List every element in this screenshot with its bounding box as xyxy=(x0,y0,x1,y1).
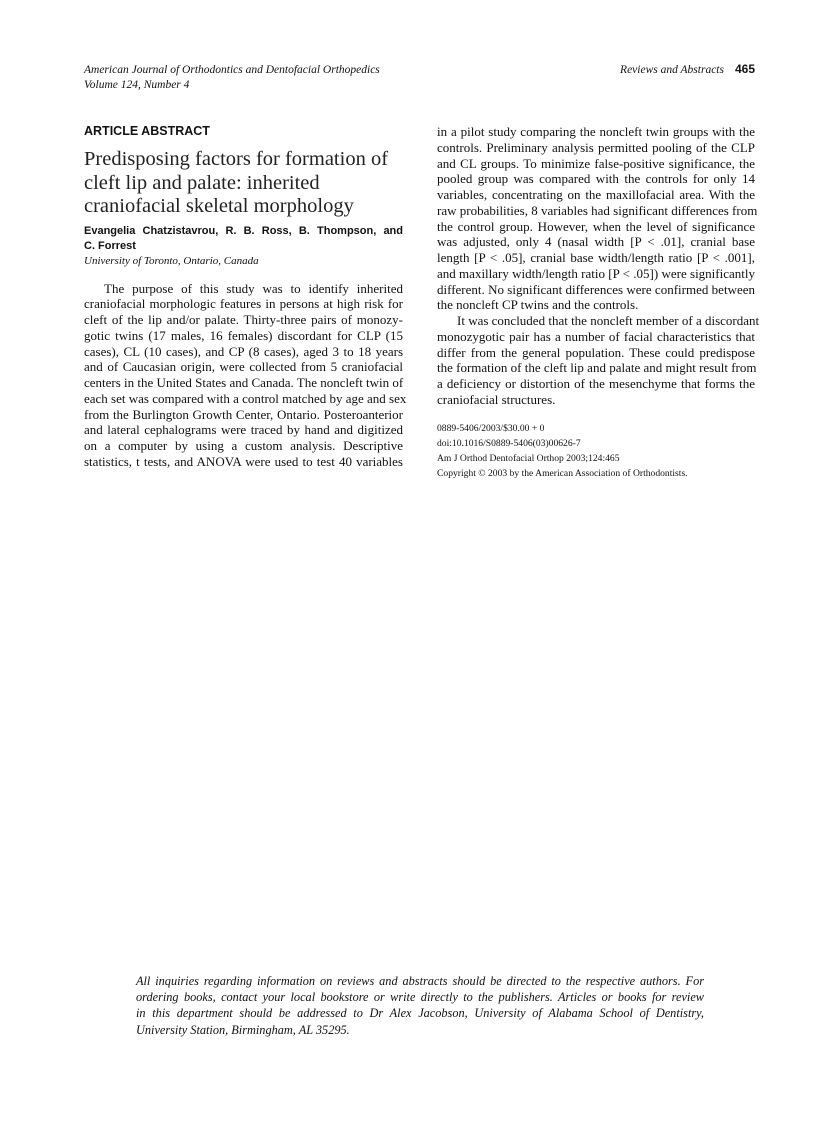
text-line: the control group. However, when the level of significance xyxy=(437,218,755,234)
text-line: monozygotic pair has a number of facial characteristics that xyxy=(437,328,755,344)
footer-note xyxy=(136,973,704,1038)
author-line: Evangelia Chatzistavrou, R. B. Ross, B. Thompson, and xyxy=(84,224,403,237)
text-line: cleft of the lip and/or palate. Thirty-three pairs of monozy- xyxy=(84,312,403,327)
title-line: Predisposing factors for formation of xyxy=(84,148,389,170)
text-line: cases), CL (10 cases), and CP (8 cases), aged 3 to 18 years xyxy=(84,343,403,359)
title-line: cleft lip and palate: inherited xyxy=(84,171,320,194)
text-line: ordering books, contact your local bookstore or write directly to the publishers. Articles or books for review xyxy=(136,990,704,1005)
text-line: the noncleft CP twins and the controls. xyxy=(437,297,639,313)
doi: doi:10.1016/S0889-5406(03)00626-7 xyxy=(437,437,581,449)
text-line: the formation of the cleft lip and palate and might result from xyxy=(437,360,757,376)
text-line: variables, concentrating on the maxillofacial area. With the xyxy=(437,187,755,202)
text-line: University Station, Birmingham, AL 35295. xyxy=(136,1022,350,1037)
text-line: pooled group was compared with the controls for only 14 xyxy=(437,171,755,187)
text-line: craniofacial morphologic features in persons at high risk for xyxy=(84,296,403,312)
abstract-paragraph-1 xyxy=(84,280,407,470)
text-line: in a pilot study comparing the noncleft twin groups with the xyxy=(437,124,755,139)
text-line: on a computer by using a custom analysis. Descriptive xyxy=(84,438,403,453)
right-column xyxy=(437,124,760,481)
text-line: and maxillary width/length ratio [P < .05]) were significantly xyxy=(437,265,755,281)
section-label: ARTICLE ABSTRACT xyxy=(84,124,210,138)
text-line: was adjusted, only 4 (nasal width [P < .01], cranial base xyxy=(437,234,755,250)
text-line: centers in the United States and Canada. The noncleft twin of xyxy=(84,375,404,390)
text-line: and of Caucasian origin, were collected from 5 craniofacial xyxy=(84,359,403,375)
text-line: in this department should be addressed to Dr Alex Jacobson, University of Alabama School of Dentistry, xyxy=(136,1006,704,1021)
text-line: raw probabilities, 8 variables had significant differences from xyxy=(437,202,758,218)
author-line: C. Forrest xyxy=(84,240,136,252)
price-code: 0889-5406/2003/$30.00 + 0 xyxy=(437,422,545,434)
copyright: Copyright © 2003 by the American Association of Orthodontists. xyxy=(437,467,688,479)
text-line: All inquiries regarding information on reviews and abstracts should be directed to the respective authors. For xyxy=(136,974,704,988)
section-name: Reviews and Abstracts xyxy=(620,64,724,76)
text-line: from the Burlington Growth Center, Ontario. Posteroanterior xyxy=(84,406,403,422)
journal-name: American Journal of Orthodontics and Dentofacial Orthopedics xyxy=(84,64,380,76)
text-line: and CL groups. To minimize false-positive significance, the xyxy=(437,155,755,171)
volume-info: Volume 124, Number 4 xyxy=(84,79,190,91)
text-line: statistics, t tests, and ANOVA were used to test 40 variables xyxy=(84,453,403,469)
citation: Am J Orthod Dentofacial Orthop 2003;124:465 xyxy=(437,452,620,464)
authors xyxy=(84,224,403,255)
text-line: gotic twins (17 males, 16 females) discordant for CLP (15 xyxy=(84,327,403,343)
text-line: each set was compared with a control matched by age and sex xyxy=(84,390,407,406)
title-line: craniofacial skeletal morphology xyxy=(84,195,354,217)
text-line: differ from the general population. These could predispose xyxy=(437,344,755,360)
article-title xyxy=(84,148,403,219)
text-line: different. No significant differences were confirmed between xyxy=(437,281,755,297)
text-line: and lateral cephalograms were traced by hand and digitized xyxy=(84,422,403,438)
text-line: length [P < .05], cranial base width/length ratio [P < .001], xyxy=(437,250,755,265)
running-header-right xyxy=(620,62,755,78)
text-line: It was concluded that the noncleft member of a discordant xyxy=(457,313,760,328)
abstract-paragraph-2 xyxy=(437,313,760,408)
page-number: 465 xyxy=(734,62,755,76)
text-line: a deficiency or distortion of the mesenchyme that forms the xyxy=(437,376,755,391)
text-line: controls. Preliminary analysis permitted pooling of the CLP xyxy=(437,139,755,155)
text-line: craniofacial structures. xyxy=(437,391,556,407)
abstract-paragraph-1-continued xyxy=(437,124,758,313)
citation-block xyxy=(437,421,755,481)
running-header-left xyxy=(84,63,380,93)
left-column xyxy=(84,124,407,470)
affiliation: University of Toronto, Ontario, Canada xyxy=(84,254,259,267)
text-line: The purpose of this study was to identify inherited xyxy=(104,280,403,296)
